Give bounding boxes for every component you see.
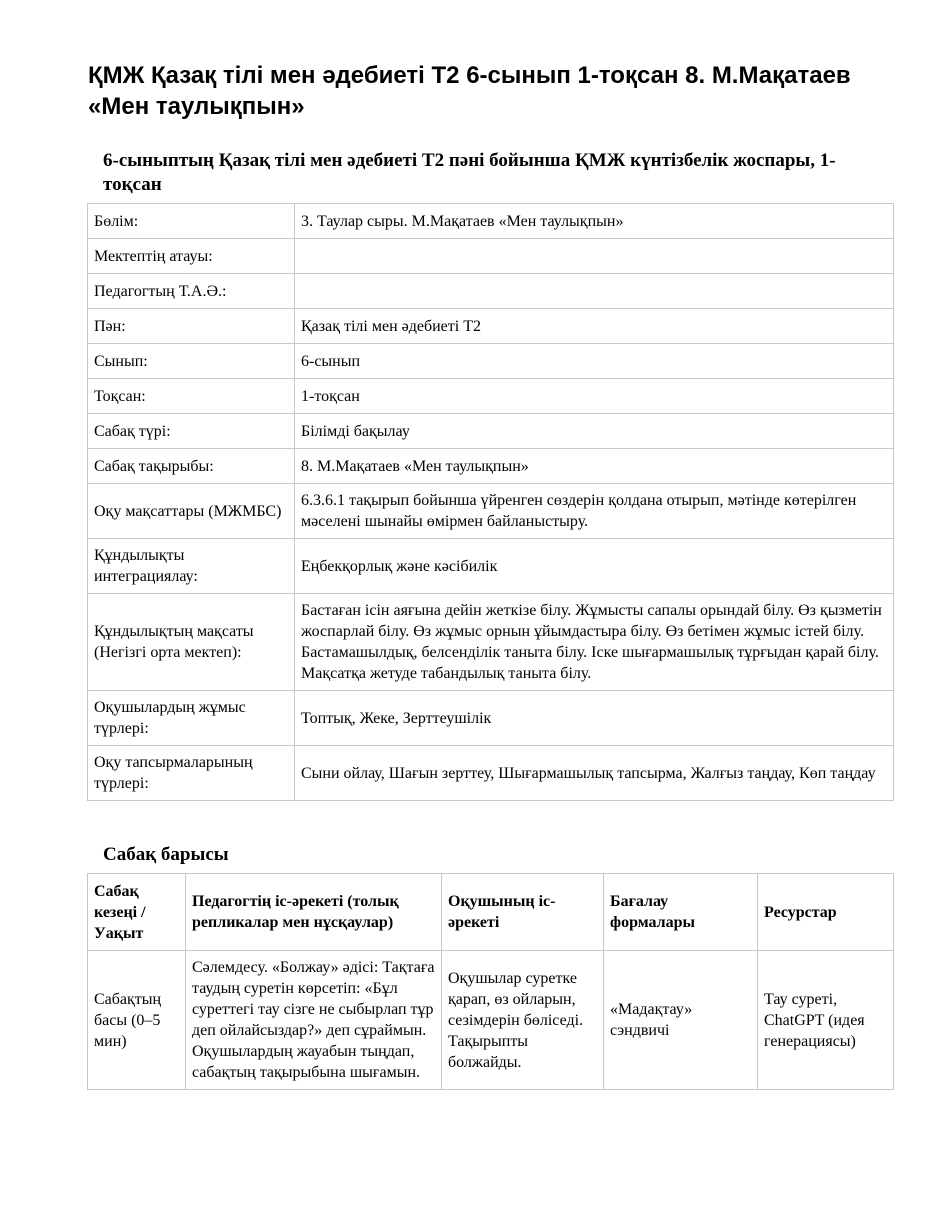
row-label: Сынып:: [88, 344, 295, 379]
row-value: Топтық, Жеке, Зерттеушілік: [295, 691, 894, 746]
row-value: [295, 239, 894, 274]
cell-resources: Тау суреті, ChatGPT (идея генерациясы): [758, 951, 894, 1090]
table-row: [88, 484, 894, 539]
row-label: Оқушылардың жұмыс түрлері:: [88, 691, 295, 746]
row-label: Педагогтың Т.А.Ә.:: [88, 274, 295, 309]
row-label: Құндылықты интеграциялау:: [88, 539, 295, 594]
header-row: [88, 874, 894, 951]
row-value: 3. Таулар сыры. М.Мақатаев «Мен таулықпын»: [295, 204, 894, 239]
row-value: Сыни ойлау, Шағын зерттеу, Шығармашылық тапсырма, Жалғыз таңдау, Көп таңдау: [295, 746, 894, 801]
cell-teacher: Сәлемдесу. «Болжау» әдісі: Тақтаға таудың суретін көрсетіп: «Бұл суреттегі тау сізге не сыбырлап тұр деп ойлайсыздар?» деп сұраймын. Оқушылардың жауабын тыңдап, сабақтың тақырыбына шығамын.: [186, 951, 442, 1090]
row-value: Білімді бақылау: [295, 414, 894, 449]
header-stage: Сабақ кезеңі / Уақыт: [88, 874, 186, 951]
lesson-info-table: [87, 203, 894, 801]
row-label: Оқу мақсаттары (МЖМБС): [88, 484, 295, 539]
row-label: Тоқсан:: [88, 379, 295, 414]
lesson-progress-table: [87, 873, 894, 1090]
row-value: 1-тоқсан: [295, 379, 894, 414]
cell-stage: Сабақтың басы (0–5 мин): [88, 951, 186, 1090]
row-value: 6.3.6.1 тақырып бойынша үйренген сөздерін қолдана отырып, мәтінде көтерілген мәселені шынайы өмірмен байланыстыру.: [295, 484, 894, 539]
row-value: Еңбекқорлық және кәсібилік: [295, 539, 894, 594]
lesson-heading: Сабақ барысы: [103, 844, 229, 865]
header-teacher: Педагогтің іс-әрекеті (толық репликалар мен нұсқаулар): [186, 874, 442, 951]
cell-student: Оқушылар суретке қарап, өз ойларын, сезімдерін бөліседі. Тақырыпты болжайды.: [442, 951, 604, 1090]
table-row: [88, 951, 894, 1090]
plan-heading: 6-сыныптың Қазақ тілі мен әдебиеті Т2 пәні бойынша ҚМЖ күнтізбелік жоспары, 1-тоқсан: [103, 150, 836, 195]
row-label: Сабақ түрі:: [88, 414, 295, 449]
header-student: Оқушының іс-әрекеті: [442, 874, 604, 951]
header-resources: Ресурстар: [758, 874, 894, 951]
row-label: Құндылықтың мақсаты (Негізгі орта мектеп):: [88, 594, 295, 691]
page-title: ҚМЖ Қазақ тілі мен әдебиеті Т2 6-сынып 1-тоқсан 8. М.Мақатаев «Мен таулықпын»: [88, 62, 851, 120]
table-row: [88, 274, 894, 309]
row-label: Бөлім:: [88, 204, 295, 239]
header-assessment: Бағалау формалары: [604, 874, 758, 951]
row-value: 8. М.Мақатаев «Мен таулықпын»: [295, 449, 894, 484]
row-label: Мектептің атауы:: [88, 239, 295, 274]
table-row: [88, 344, 894, 379]
table-row: [88, 746, 894, 801]
table-row: [88, 414, 894, 449]
table-row: [88, 309, 894, 344]
row-label: Пән:: [88, 309, 295, 344]
table-row: [88, 539, 894, 594]
cell-assessment: «Мадақтау» сэндвичі: [604, 951, 758, 1090]
table-row: [88, 594, 894, 691]
table-row: [88, 239, 894, 274]
row-label: Оқу тапсырмаларының түрлері:: [88, 746, 295, 801]
table-row: [88, 204, 894, 239]
row-label: Сабақ тақырыбы:: [88, 449, 295, 484]
row-value: Қазақ тілі мен әдебиеті Т2: [295, 309, 894, 344]
row-value: 6-сынып: [295, 344, 894, 379]
table-row: [88, 379, 894, 414]
table-row: [88, 691, 894, 746]
table-row: [88, 449, 894, 484]
row-value: [295, 274, 894, 309]
row-value: Бастаған ісін аяғына дейін жеткізе білу. Жұмысты сапалы орындай білу. Өз қызметін жоспарлай білу. Өз жұмыс орнын ұйымдастыра білу. Өз бетімен жұмыс істей білу. Бастамашылдық, белсенділік таныта білу. Іске шығармашылық тұрғыдан қарай білу. Мақсатқа жетуде табандылық таныта білу.: [295, 594, 894, 691]
